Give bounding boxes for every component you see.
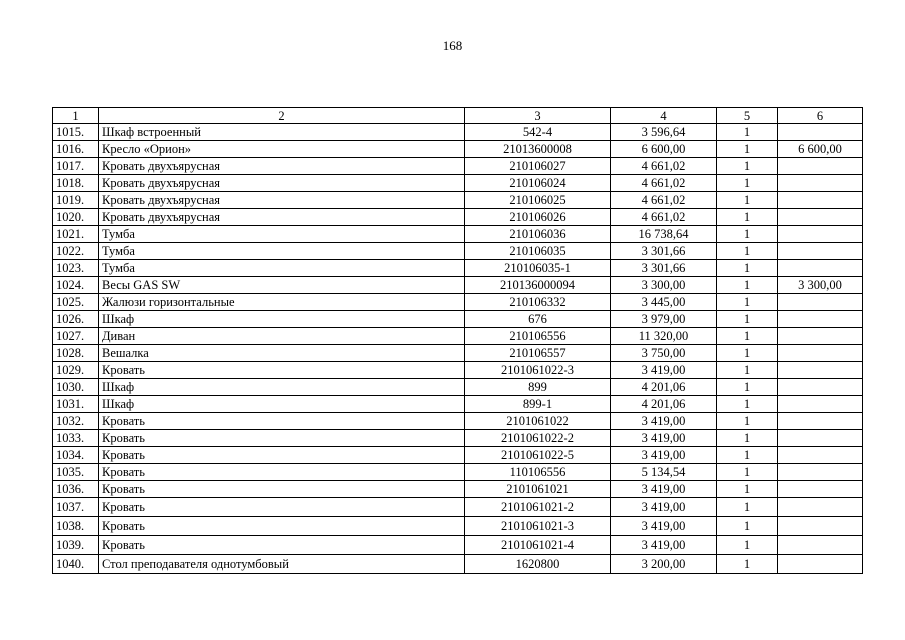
table-row: [53, 243, 863, 260]
row-number-cell: 1037.: [53, 498, 99, 517]
item-quantity-cell: 1: [717, 294, 778, 311]
item-sum-cell: [778, 226, 863, 243]
item-sum-cell: 3 300,00: [778, 277, 863, 294]
row-number-cell: 1030.: [53, 379, 99, 396]
item-name-cell: Кровать: [99, 413, 465, 430]
item-name-cell: Кровать: [99, 498, 465, 517]
item-name-cell: Диван: [99, 328, 465, 345]
item-quantity-cell: 1: [717, 430, 778, 447]
table-row: [53, 192, 863, 209]
table-row: [53, 498, 863, 517]
inventory-code-cell: 542-4: [465, 124, 611, 141]
item-sum-cell: [778, 555, 863, 574]
item-name-cell: Кровать двухъярусная: [99, 175, 465, 192]
header-col-6: 6: [778, 108, 863, 124]
inventory-code-cell: 210106556: [465, 328, 611, 345]
table-row: [53, 555, 863, 574]
item-name-cell: Кровать: [99, 517, 465, 536]
item-sum-cell: [778, 192, 863, 209]
item-quantity-cell: 1: [717, 481, 778, 498]
item-cost-cell: 3 419,00: [611, 362, 717, 379]
item-quantity-cell: 1: [717, 141, 778, 158]
row-number-cell: 1026.: [53, 311, 99, 328]
inventory-table: [52, 107, 863, 574]
row-number-cell: 1038.: [53, 517, 99, 536]
header-col-1: 1: [53, 108, 99, 124]
item-quantity-cell: 1: [717, 447, 778, 464]
table-header: [53, 108, 863, 124]
item-name-cell: Кровать двухъярусная: [99, 192, 465, 209]
item-name-cell: Тумба: [99, 260, 465, 277]
item-quantity-cell: 1: [717, 311, 778, 328]
item-name-cell: Кровать: [99, 430, 465, 447]
row-number-cell: 1018.: [53, 175, 99, 192]
item-cost-cell: 5 134,54: [611, 464, 717, 481]
row-number-cell: 1022.: [53, 243, 99, 260]
item-quantity-cell: 1: [717, 243, 778, 260]
row-number-cell: 1020.: [53, 209, 99, 226]
item-quantity-cell: 1: [717, 158, 778, 175]
row-number-cell: 1017.: [53, 158, 99, 175]
item-name-cell: Тумба: [99, 243, 465, 260]
item-name-cell: Кровать двухъярусная: [99, 209, 465, 226]
table-row: [53, 141, 863, 158]
row-number-cell: 1035.: [53, 464, 99, 481]
item-name-cell: Кровать: [99, 464, 465, 481]
row-number-cell: 1019.: [53, 192, 99, 209]
item-cost-cell: 3 750,00: [611, 345, 717, 362]
item-name-cell: Весы GAS SW: [99, 277, 465, 294]
item-cost-cell: 3 301,66: [611, 260, 717, 277]
inventory-code-cell: 2101061022-5: [465, 447, 611, 464]
item-sum-cell: [778, 362, 863, 379]
item-sum-cell: 6 600,00: [778, 141, 863, 158]
item-cost-cell: 3 419,00: [611, 481, 717, 498]
inventory-code-cell: 899: [465, 379, 611, 396]
inventory-code-cell: 210106026: [465, 209, 611, 226]
item-name-cell: Шкаф: [99, 311, 465, 328]
table-row: [53, 328, 863, 345]
item-quantity-cell: 1: [717, 260, 778, 277]
header-col-2: 2: [99, 108, 465, 124]
item-cost-cell: 4 661,02: [611, 192, 717, 209]
table-row: [53, 481, 863, 498]
item-name-cell: Кровать двухъярусная: [99, 158, 465, 175]
item-sum-cell: [778, 243, 863, 260]
inventory-code-cell: 210106027: [465, 158, 611, 175]
table-row: [53, 362, 863, 379]
item-cost-cell: 4 661,02: [611, 209, 717, 226]
item-name-cell: Кровать: [99, 481, 465, 498]
item-name-cell: Кровать: [99, 447, 465, 464]
inventory-code-cell: 210106035: [465, 243, 611, 260]
inventory-code-cell: 899-1: [465, 396, 611, 413]
table-row: [53, 158, 863, 175]
inventory-code-cell: 210136000094: [465, 277, 611, 294]
item-sum-cell: [778, 536, 863, 555]
inventory-code-cell: 210106024: [465, 175, 611, 192]
table-row: [53, 345, 863, 362]
item-quantity-cell: 1: [717, 555, 778, 574]
item-name-cell: Стол преподавателя однотумбовый: [99, 555, 465, 574]
inventory-code-cell: 210106025: [465, 192, 611, 209]
item-name-cell: Шкаф: [99, 396, 465, 413]
item-quantity-cell: 1: [717, 396, 778, 413]
item-name-cell: Шкаф: [99, 379, 465, 396]
table-row: [53, 396, 863, 413]
item-quantity-cell: 1: [717, 498, 778, 517]
row-number-cell: 1039.: [53, 536, 99, 555]
row-number-cell: 1034.: [53, 447, 99, 464]
row-number-cell: 1033.: [53, 430, 99, 447]
item-name-cell: Жалюзи горизонтальные: [99, 294, 465, 311]
row-number-cell: 1021.: [53, 226, 99, 243]
item-cost-cell: 3 301,66: [611, 243, 717, 260]
table-row: [53, 536, 863, 555]
item-sum-cell: [778, 396, 863, 413]
item-quantity-cell: 1: [717, 345, 778, 362]
item-cost-cell: 3 596,64: [611, 124, 717, 141]
row-number-cell: 1031.: [53, 396, 99, 413]
item-sum-cell: [778, 209, 863, 226]
item-cost-cell: 4 201,06: [611, 379, 717, 396]
table-row: [53, 413, 863, 430]
item-cost-cell: 16 738,64: [611, 226, 717, 243]
table-row: [53, 226, 863, 243]
item-quantity-cell: 1: [717, 362, 778, 379]
item-sum-cell: [778, 498, 863, 517]
row-number-cell: 1040.: [53, 555, 99, 574]
item-cost-cell: 3 300,00: [611, 277, 717, 294]
table-row: [53, 124, 863, 141]
item-quantity-cell: 1: [717, 175, 778, 192]
item-cost-cell: 3 445,00: [611, 294, 717, 311]
item-quantity-cell: 1: [717, 413, 778, 430]
table-row: [53, 209, 863, 226]
table-row: [53, 260, 863, 277]
item-quantity-cell: 1: [717, 226, 778, 243]
inventory-code-cell: 2101061022-3: [465, 362, 611, 379]
inventory-code-cell: 210106557: [465, 345, 611, 362]
item-quantity-cell: 1: [717, 517, 778, 536]
item-sum-cell: [778, 464, 863, 481]
item-sum-cell: [778, 158, 863, 175]
table-row: [53, 430, 863, 447]
inventory-code-cell: 1620800: [465, 555, 611, 574]
item-name-cell: Кресло «Орион»: [99, 141, 465, 158]
inventory-code-cell: 2101061021-3: [465, 517, 611, 536]
item-sum-cell: [778, 517, 863, 536]
header-col-4: 4: [611, 108, 717, 124]
item-cost-cell: 11 320,00: [611, 328, 717, 345]
table-row: [53, 175, 863, 192]
item-quantity-cell: 1: [717, 277, 778, 294]
item-quantity-cell: 1: [717, 209, 778, 226]
inventory-code-cell: 21013600008: [465, 141, 611, 158]
table-row: [53, 379, 863, 396]
inventory-code-cell: 110106556: [465, 464, 611, 481]
page-number: 168: [442, 38, 463, 53]
item-name-cell: Тумба: [99, 226, 465, 243]
inventory-code-cell: 2101061021: [465, 481, 611, 498]
header-col-5: 5: [717, 108, 778, 124]
item-cost-cell: 4 201,06: [611, 396, 717, 413]
row-number-cell: 1032.: [53, 413, 99, 430]
item-cost-cell: 3 419,00: [611, 536, 717, 555]
item-cost-cell: 3 419,00: [611, 430, 717, 447]
table-row: [53, 294, 863, 311]
item-sum-cell: [778, 481, 863, 498]
item-sum-cell: [778, 447, 863, 464]
inventory-code-cell: 2101061021-2: [465, 498, 611, 517]
row-number-cell: 1029.: [53, 362, 99, 379]
inventory-code-cell: 2101061021-4: [465, 536, 611, 555]
item-cost-cell: 4 661,02: [611, 158, 717, 175]
item-cost-cell: 3 419,00: [611, 498, 717, 517]
item-cost-cell: 4 661,02: [611, 175, 717, 192]
header-col-3: 3: [465, 108, 611, 124]
item-sum-cell: [778, 124, 863, 141]
item-sum-cell: [778, 294, 863, 311]
inventory-code-cell: 210106332: [465, 294, 611, 311]
item-sum-cell: [778, 175, 863, 192]
item-sum-cell: [778, 328, 863, 345]
row-number-cell: 1024.: [53, 277, 99, 294]
table-row: [53, 464, 863, 481]
item-name-cell: Кровать: [99, 362, 465, 379]
item-quantity-cell: 1: [717, 328, 778, 345]
item-cost-cell: 3 419,00: [611, 413, 717, 430]
item-cost-cell: 3 200,00: [611, 555, 717, 574]
row-number-cell: 1036.: [53, 481, 99, 498]
item-quantity-cell: 1: [717, 192, 778, 209]
table-row: [53, 311, 863, 328]
table-row: [53, 517, 863, 536]
row-number-cell: 1015.: [53, 124, 99, 141]
item-sum-cell: [778, 413, 863, 430]
table-row: [53, 447, 863, 464]
table-body: [53, 124, 863, 574]
inventory-code-cell: 676: [465, 311, 611, 328]
item-name-cell: Шкаф встроенный: [99, 124, 465, 141]
row-number-cell: 1023.: [53, 260, 99, 277]
item-sum-cell: [778, 379, 863, 396]
item-sum-cell: [778, 260, 863, 277]
item-quantity-cell: 1: [717, 124, 778, 141]
row-number-cell: 1028.: [53, 345, 99, 362]
item-cost-cell: 6 600,00: [611, 141, 717, 158]
table-row: [53, 277, 863, 294]
item-cost-cell: 3 419,00: [611, 517, 717, 536]
item-quantity-cell: 1: [717, 464, 778, 481]
item-sum-cell: [778, 430, 863, 447]
inventory-code-cell: 2101061022: [465, 413, 611, 430]
item-sum-cell: [778, 345, 863, 362]
item-name-cell: Вешалка: [99, 345, 465, 362]
item-cost-cell: 3 979,00: [611, 311, 717, 328]
row-number-cell: 1025.: [53, 294, 99, 311]
inventory-code-cell: 210106036: [465, 226, 611, 243]
item-quantity-cell: 1: [717, 536, 778, 555]
header-row: [53, 108, 863, 124]
item-cost-cell: 3 419,00: [611, 447, 717, 464]
row-number-cell: 1027.: [53, 328, 99, 345]
item-sum-cell: [778, 311, 863, 328]
inventory-code-cell: 210106035-1: [465, 260, 611, 277]
item-quantity-cell: 1: [717, 379, 778, 396]
item-name-cell: Кровать: [99, 536, 465, 555]
row-number-cell: 1016.: [53, 141, 99, 158]
inventory-code-cell: 2101061022-2: [465, 430, 611, 447]
